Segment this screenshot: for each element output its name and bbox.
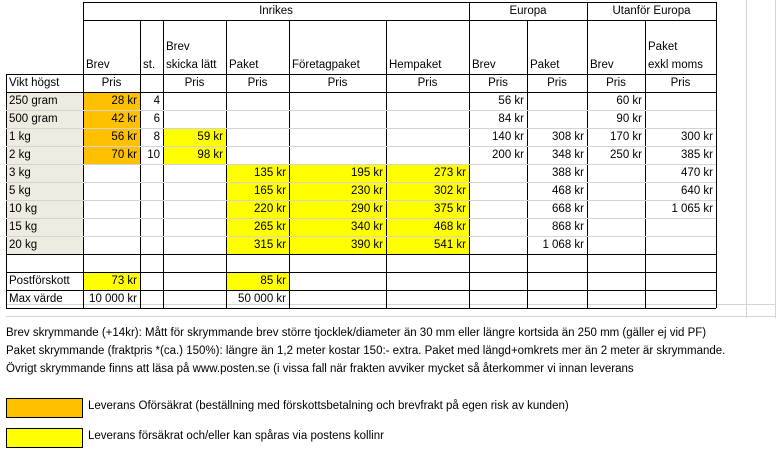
- legend-swatch: [6, 428, 83, 448]
- price-cell[interactable]: [140, 236, 163, 254]
- price-cell[interactable]: [163, 236, 226, 254]
- grid-line: [6, 164, 716, 165]
- price-cell[interactable]: 4: [153, 95, 160, 107]
- header-ut-brev[interactable]: Brev: [590, 59, 614, 71]
- price-cell[interactable]: 468 kr: [386, 218, 469, 236]
- price-cell[interactable]: [289, 146, 386, 164]
- price-cell[interactable]: [587, 236, 645, 254]
- price-cell[interactable]: 668 kr: [552, 203, 584, 215]
- price-cell[interactable]: [163, 164, 226, 182]
- row-label[interactable]: 500 gram: [6, 110, 83, 128]
- price-cell[interactable]: 170 kr: [610, 131, 642, 143]
- row-label[interactable]: 10 kg: [6, 200, 83, 218]
- price-cell[interactable]: 340 kr: [289, 218, 386, 236]
- row-label[interactable]: 1 kg: [6, 128, 83, 146]
- grid-line: [6, 182, 716, 183]
- price-cell[interactable]: [645, 218, 716, 236]
- price-cell[interactable]: 390 kr: [289, 236, 386, 254]
- header-paket[interactable]: Paket: [229, 59, 259, 71]
- price-cell[interactable]: 348 kr: [552, 149, 584, 161]
- postforskott-paket[interactable]: 85 kr: [226, 272, 289, 290]
- price-cell[interactable]: 868 kr: [552, 221, 584, 233]
- price-cell[interactable]: [83, 164, 140, 182]
- header-pris[interactable]: Pris: [417, 77, 438, 89]
- header-pris[interactable]: Pris: [547, 77, 567, 89]
- price-cell[interactable]: [163, 200, 226, 218]
- price-cell[interactable]: [587, 182, 645, 200]
- group-utanfor-europa[interactable]: Utanför Europa: [612, 5, 691, 17]
- group-europa[interactable]: Europa: [509, 5, 547, 17]
- price-cell[interactable]: [587, 218, 645, 236]
- header-brev-skicka[interactable]: Brev: [166, 41, 190, 53]
- grid-line: [6, 218, 716, 219]
- header-pris[interactable]: Pris: [101, 77, 122, 89]
- header-brev-skicka-2[interactable]: skicka lätt: [166, 59, 217, 71]
- price-cell[interactable]: 60 kr: [616, 95, 642, 107]
- price-cell[interactable]: [527, 110, 587, 128]
- price-cell[interactable]: [469, 182, 527, 200]
- price-cell[interactable]: 315 kr: [226, 236, 289, 254]
- price-cell[interactable]: 90 kr: [616, 113, 642, 125]
- price-cell[interactable]: [469, 200, 527, 218]
- price-cell[interactable]: [386, 110, 469, 128]
- price-cell[interactable]: 28 kr: [83, 92, 140, 110]
- price-cell[interactable]: 265 kr: [226, 218, 289, 236]
- row-label[interactable]: 5 kg: [6, 182, 83, 200]
- header-st[interactable]: st.: [143, 59, 156, 71]
- header-pris[interactable]: Pris: [488, 77, 508, 89]
- grid-line: [6, 272, 716, 273]
- header-hempaket[interactable]: Hempaket: [389, 59, 442, 71]
- grid-line: [6, 146, 716, 147]
- header-pris[interactable]: Pris: [606, 77, 626, 89]
- price-cell[interactable]: 308 kr: [552, 131, 584, 143]
- price-cell[interactable]: 98 kr: [163, 146, 226, 164]
- price-cell[interactable]: [469, 218, 527, 236]
- row-label-max-varde[interactable]: Max värde: [9, 293, 63, 305]
- grid-line: [6, 236, 716, 237]
- header-eu-paket[interactable]: Paket: [530, 59, 560, 71]
- price-cell[interactable]: [83, 236, 140, 254]
- row-label[interactable]: 15 kg: [6, 218, 83, 236]
- price-cell[interactable]: [289, 110, 386, 128]
- grid-line: [6, 74, 716, 75]
- header-eu-brev[interactable]: Brev: [472, 59, 496, 71]
- price-cell[interactable]: 56 kr: [498, 95, 524, 107]
- grid-line: [6, 128, 716, 129]
- price-cell[interactable]: 273 kr: [386, 164, 469, 182]
- row-label-postforskott[interactable]: Postförskott: [9, 275, 70, 287]
- price-cell[interactable]: 70 kr: [83, 146, 140, 164]
- grid-line: [587, 2, 588, 308]
- price-cell[interactable]: [645, 110, 716, 128]
- grid-line: [6, 290, 716, 291]
- price-cell[interactable]: [83, 200, 140, 218]
- price-cell[interactable]: [140, 218, 163, 236]
- price-cell[interactable]: 250 kr: [610, 149, 642, 161]
- header-foretagpaket[interactable]: Företagpaket: [292, 59, 360, 71]
- price-cell[interactable]: 56 kr: [83, 128, 140, 146]
- grid-line: [6, 308, 716, 309]
- price-cell[interactable]: 200 kr: [492, 149, 524, 161]
- price-cell[interactable]: [527, 92, 587, 110]
- price-cell[interactable]: 84 kr: [498, 113, 524, 125]
- note-text: Övrigt skrymmande finns att läsa på www.posten.se (i vissa fall när frakten avviker mycket så återkommer vi innan leverans: [6, 363, 634, 375]
- note-text: Paket skrymmande (fraktpris *(ca.) 150%): längre än 1,2 meter kostar 150:- extra. Paket med längd+omkrets mer än 2 meter är skrymmande.: [6, 345, 726, 357]
- price-cell[interactable]: 165 kr: [226, 182, 289, 200]
- header-pris[interactable]: Pris: [327, 77, 348, 89]
- header-ut-paket-2[interactable]: exkl moms: [648, 59, 703, 71]
- price-cell[interactable]: [163, 92, 226, 110]
- row-label[interactable]: 2 kg: [6, 146, 83, 164]
- row-label[interactable]: 250 gram: [6, 92, 83, 110]
- grid-line: [6, 110, 716, 111]
- grid-line: [6, 200, 716, 201]
- price-cell[interactable]: 195 kr: [289, 164, 386, 182]
- price-cell[interactable]: 59 kr: [163, 128, 226, 146]
- price-cell[interactable]: 388 kr: [552, 167, 584, 179]
- price-cell[interactable]: [587, 164, 645, 182]
- price-cell[interactable]: [83, 182, 140, 200]
- grid-line: [716, 2, 717, 308]
- price-cell[interactable]: 42 kr: [83, 110, 140, 128]
- price-cell[interactable]: 135 kr: [226, 164, 289, 182]
- maxvarde-brev[interactable]: 10 000 kr: [89, 293, 137, 305]
- price-cell[interactable]: 1 065 kr: [671, 203, 713, 215]
- price-cell[interactable]: [469, 236, 527, 254]
- note-text: Brev skrymmande (+14kr): Mått för skrymmande brev större tjocklek/diameter än 30 mm eller längre kortsida än 250 mm (gäller ej vid PF): [6, 327, 707, 339]
- price-cell[interactable]: 375 kr: [386, 200, 469, 218]
- price-cell[interactable]: 230 kr: [289, 182, 386, 200]
- price-cell[interactable]: 1 068 kr: [542, 239, 584, 251]
- price-cell[interactable]: [469, 164, 527, 182]
- price-cell[interactable]: [226, 146, 289, 164]
- group-inrikes[interactable]: Inrikes: [259, 5, 293, 17]
- price-cell[interactable]: [140, 182, 163, 200]
- grid-line: [6, 316, 776, 317]
- price-cell[interactable]: [386, 146, 469, 164]
- price-cell[interactable]: 385 kr: [681, 149, 713, 161]
- price-cell[interactable]: 300 kr: [681, 131, 713, 143]
- header-ut-paket[interactable]: Paket: [648, 41, 678, 53]
- price-cell[interactable]: [226, 128, 289, 146]
- price-cell[interactable]: [163, 110, 226, 128]
- row-label[interactable]: 3 kg: [6, 164, 83, 182]
- grid-line: [83, 2, 84, 308]
- grid-line: [6, 254, 716, 255]
- header-vikt-hogst[interactable]: Vikt högst: [9, 77, 60, 89]
- row-label[interactable]: 20 kg: [6, 236, 83, 254]
- header-pris[interactable]: Pris: [247, 77, 268, 89]
- price-cell[interactable]: 140 kr: [492, 131, 524, 143]
- price-cell[interactable]: 541 kr: [386, 236, 469, 254]
- maxvarde-paket[interactable]: 50 000 kr: [238, 293, 286, 305]
- price-cell[interactable]: [386, 128, 469, 146]
- legend-text: Leverans försäkrat och/eller kan spåras via postens kollinr: [88, 430, 384, 442]
- price-cell[interactable]: 302 kr: [386, 182, 469, 200]
- header-pris[interactable]: Pris: [184, 77, 205, 89]
- price-cell[interactable]: [386, 92, 469, 110]
- grid-line: [469, 2, 470, 308]
- price-cell[interactable]: [226, 92, 289, 110]
- postforskott-brev[interactable]: 73 kr: [83, 272, 140, 290]
- grid-line: [83, 20, 716, 21]
- grid-line: [6, 92, 716, 93]
- price-cell[interactable]: 220 kr: [226, 200, 289, 218]
- price-cell[interactable]: [645, 236, 716, 254]
- grid-line: [746, 0, 747, 318]
- price-cell[interactable]: [140, 200, 163, 218]
- price-cell[interactable]: [163, 182, 226, 200]
- price-cell[interactable]: 470 kr: [681, 167, 713, 179]
- price-cell[interactable]: [289, 128, 386, 146]
- price-cell[interactable]: [83, 218, 140, 236]
- price-cell[interactable]: [645, 92, 716, 110]
- price-cell[interactable]: 468 kr: [552, 185, 584, 197]
- price-cell[interactable]: [163, 218, 226, 236]
- price-cell[interactable]: [226, 110, 289, 128]
- price-cell[interactable]: [587, 200, 645, 218]
- header-pris[interactable]: Pris: [670, 77, 691, 89]
- price-cell[interactable]: 640 kr: [681, 185, 713, 197]
- price-cell[interactable]: 6: [153, 113, 160, 125]
- price-cell[interactable]: [289, 92, 386, 110]
- price-cell[interactable]: 290 kr: [289, 200, 386, 218]
- legend-swatch: [6, 398, 83, 418]
- price-cell[interactable]: 10: [147, 149, 160, 161]
- price-cell[interactable]: [140, 164, 163, 182]
- header-brev[interactable]: Brev: [86, 59, 110, 71]
- price-cell[interactable]: 8: [153, 131, 160, 143]
- legend-text: Leverans Oförsäkrat (beställning med förskottsbetalning och brevfrakt på egen risk av kunden): [88, 400, 569, 412]
